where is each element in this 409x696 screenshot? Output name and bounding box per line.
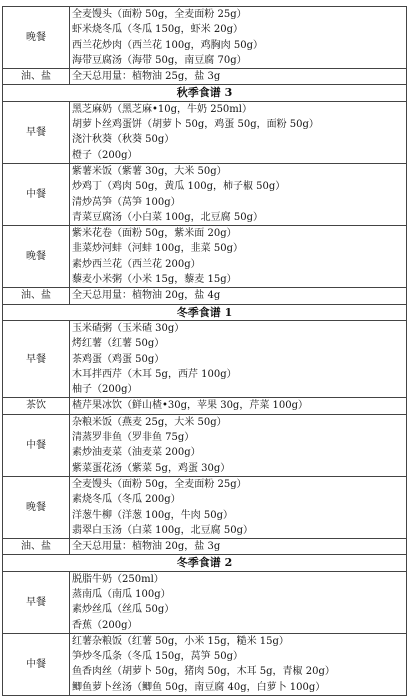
dish-line: 海带豆腐汤（海带 50g，南豆腐 70g）: [72, 54, 247, 66]
dish-list: [70, 539, 407, 555]
dish-line: 香蕉（200g）: [72, 619, 138, 631]
dish-line: 紫菜蛋花汤（紫菜 5g，鸡蛋 30g）: [72, 462, 231, 474]
dish-line: 翡翠白玉汤（白菜 100g，北豆腐 50g）: [72, 524, 253, 536]
section-title: 冬季食谱 2: [3, 555, 407, 571]
meal-label: 早餐: [3, 101, 70, 163]
section-title-row: [3, 555, 407, 571]
dish-line: 全天总用量：植物油 20g，盐 4g: [72, 290, 221, 302]
dish-list: [70, 320, 407, 397]
dish-line: 浇汁秋葵（秋葵 50g）: [72, 134, 175, 146]
meal-row: [3, 226, 407, 288]
dish-line: 杂粮米饭（燕麦 25g，大米 50g）: [72, 416, 227, 428]
dish-line: 黑芝麻奶（黑芝麻•10g，牛奶 250ml）: [72, 103, 252, 115]
meal-row: [3, 414, 407, 476]
dish-list: [70, 398, 407, 414]
meal-row: [3, 101, 407, 163]
dish-line: 烤红薯（红薯 50g）: [72, 338, 165, 350]
dish-list: [70, 476, 407, 538]
dish-list: [70, 69, 407, 85]
meal-row: [3, 163, 407, 225]
dish-line: 素炒油麦菜（油麦菜 200g）: [72, 447, 201, 459]
dish-line: 虾米烧冬瓜（冬瓜 150g，虾米 20g）: [72, 24, 243, 36]
dish-line: 蒸南瓜（南瓜 100g）: [72, 588, 171, 600]
dish-line: 韭菜炒河蚌（河蚌 100g，韭菜 50g）: [72, 243, 243, 255]
section-title: 冬季食谱 1: [3, 304, 407, 320]
meal-row: [3, 7, 407, 69]
dish-list: [70, 288, 407, 304]
meal-label: 茶饮: [3, 398, 70, 414]
section-title-row: [3, 304, 407, 320]
dish-line: 全天总用量：植物油 20g，盐 3g: [72, 541, 221, 553]
dish-list: [70, 226, 407, 288]
section-title-row: [3, 85, 407, 101]
dish-line: 楂芹果冰饮（鲜山楂•30g，苹果 30g，芹菜 100g）: [72, 400, 308, 412]
meal-label: 晚餐: [3, 226, 70, 288]
dish-list: [70, 633, 407, 695]
meal-row: [3, 288, 407, 304]
dish-list: [70, 7, 407, 69]
section-title: 秋季食谱 3: [3, 85, 407, 101]
dish-line: 素烧冬瓜（冬瓜 200g）: [72, 494, 181, 506]
meal-row: [3, 320, 407, 397]
meal-label: 早餐: [3, 571, 70, 633]
meal-row: [3, 69, 407, 85]
dish-line: 藜麦小米粥（小米 15g，藜麦 15g）: [72, 274, 237, 286]
dish-line: 紫米花卷（面粉 50g，紫米面 20g）: [72, 228, 237, 240]
meal-row: [3, 633, 407, 695]
meal-label: 中餐: [3, 414, 70, 476]
dish-line: 木耳拌西芹（木耳 5g，西芹 100g）: [72, 368, 237, 380]
dish-line: 柚子（200g）: [72, 384, 138, 396]
meal-row: [3, 476, 407, 538]
meal-label: 油、盐: [3, 69, 70, 85]
dish-line: 笋炒冬瓜条（冬瓜 150g，莴笋 50g）: [72, 651, 243, 663]
meal-label: 晚餐: [3, 7, 70, 69]
meal-label: 早餐: [3, 320, 70, 397]
dish-line: 青菜豆腐汤（小白菜 100g，北豆腐 50g）: [72, 211, 263, 223]
dish-line: 全麦馒头（面粉 50g，全麦面粉 25g）: [72, 478, 247, 490]
dish-line: 鱼香肉丝（胡萝卜 50g，猪肉 50g，木耳 5g，青椒 20g）: [72, 666, 335, 678]
dish-line: 全天总用量：植物油 25g，盐 3g: [72, 71, 221, 83]
dish-list: [70, 163, 407, 225]
dish-line: 素炒西兰花（西兰花 200g）: [72, 258, 201, 270]
dish-line: 清炒莴笋（莴笋 100g）: [72, 196, 181, 208]
meal-label: 油、盐: [3, 539, 70, 555]
dish-line: 清蒸罗非鱼（罗非鱼 75g）: [72, 432, 195, 444]
meal-label: 中餐: [3, 633, 70, 695]
meal-row: [3, 571, 407, 633]
meal-row: [3, 398, 407, 414]
dish-line: 茶鸡蛋（鸡蛋 50g）: [72, 353, 165, 365]
dish-line: 玉米碴粥（玉米碴 30g）: [72, 322, 185, 334]
dish-line: 脱脂牛奶（250ml）: [72, 573, 164, 585]
menu-table: [2, 6, 407, 696]
dish-list: [70, 101, 407, 163]
dish-list: [70, 571, 407, 633]
dish-line: 全麦馒头（面粉 50g，全麦面粉 25g）: [72, 9, 247, 20]
dish-line: 西兰花炒肉（西兰花 100g，鸡胸肉 50g）: [72, 39, 263, 51]
dish-list: [70, 414, 407, 476]
dish-line: 紫薯米饭（紫薯 30g，大米 50g）: [72, 165, 227, 177]
meal-row: [3, 539, 407, 555]
menu-table-body: [3, 7, 407, 696]
dish-line: 洋葱牛柳（洋葱 100g，牛肉 50g）: [72, 509, 233, 521]
dish-line: 胡萝卜丝鸡蛋饼（胡萝卜 50g，鸡蛋 50g，面粉 50g）: [72, 119, 319, 131]
dish-line: 红薯杂粮饭（红薯 50g，小米 15g，糙米 15g）: [72, 635, 289, 647]
meal-label: 油、盐: [3, 288, 70, 304]
dish-line: 橙子（200g）: [72, 149, 138, 161]
dish-line: 鲫鱼萝卜丝汤（鲫鱼 50g，南豆腐 40g，白萝卜 100g）: [72, 681, 326, 693]
dish-line: 素炒丝瓜（丝瓜 50g）: [72, 604, 175, 616]
dish-line: 炒鸡丁（鸡肉 50g，黄瓜 100g，柿子椒 50g）: [72, 181, 286, 193]
meal-label: 中餐: [3, 163, 70, 225]
meal-label: 晚餐: [3, 476, 70, 538]
